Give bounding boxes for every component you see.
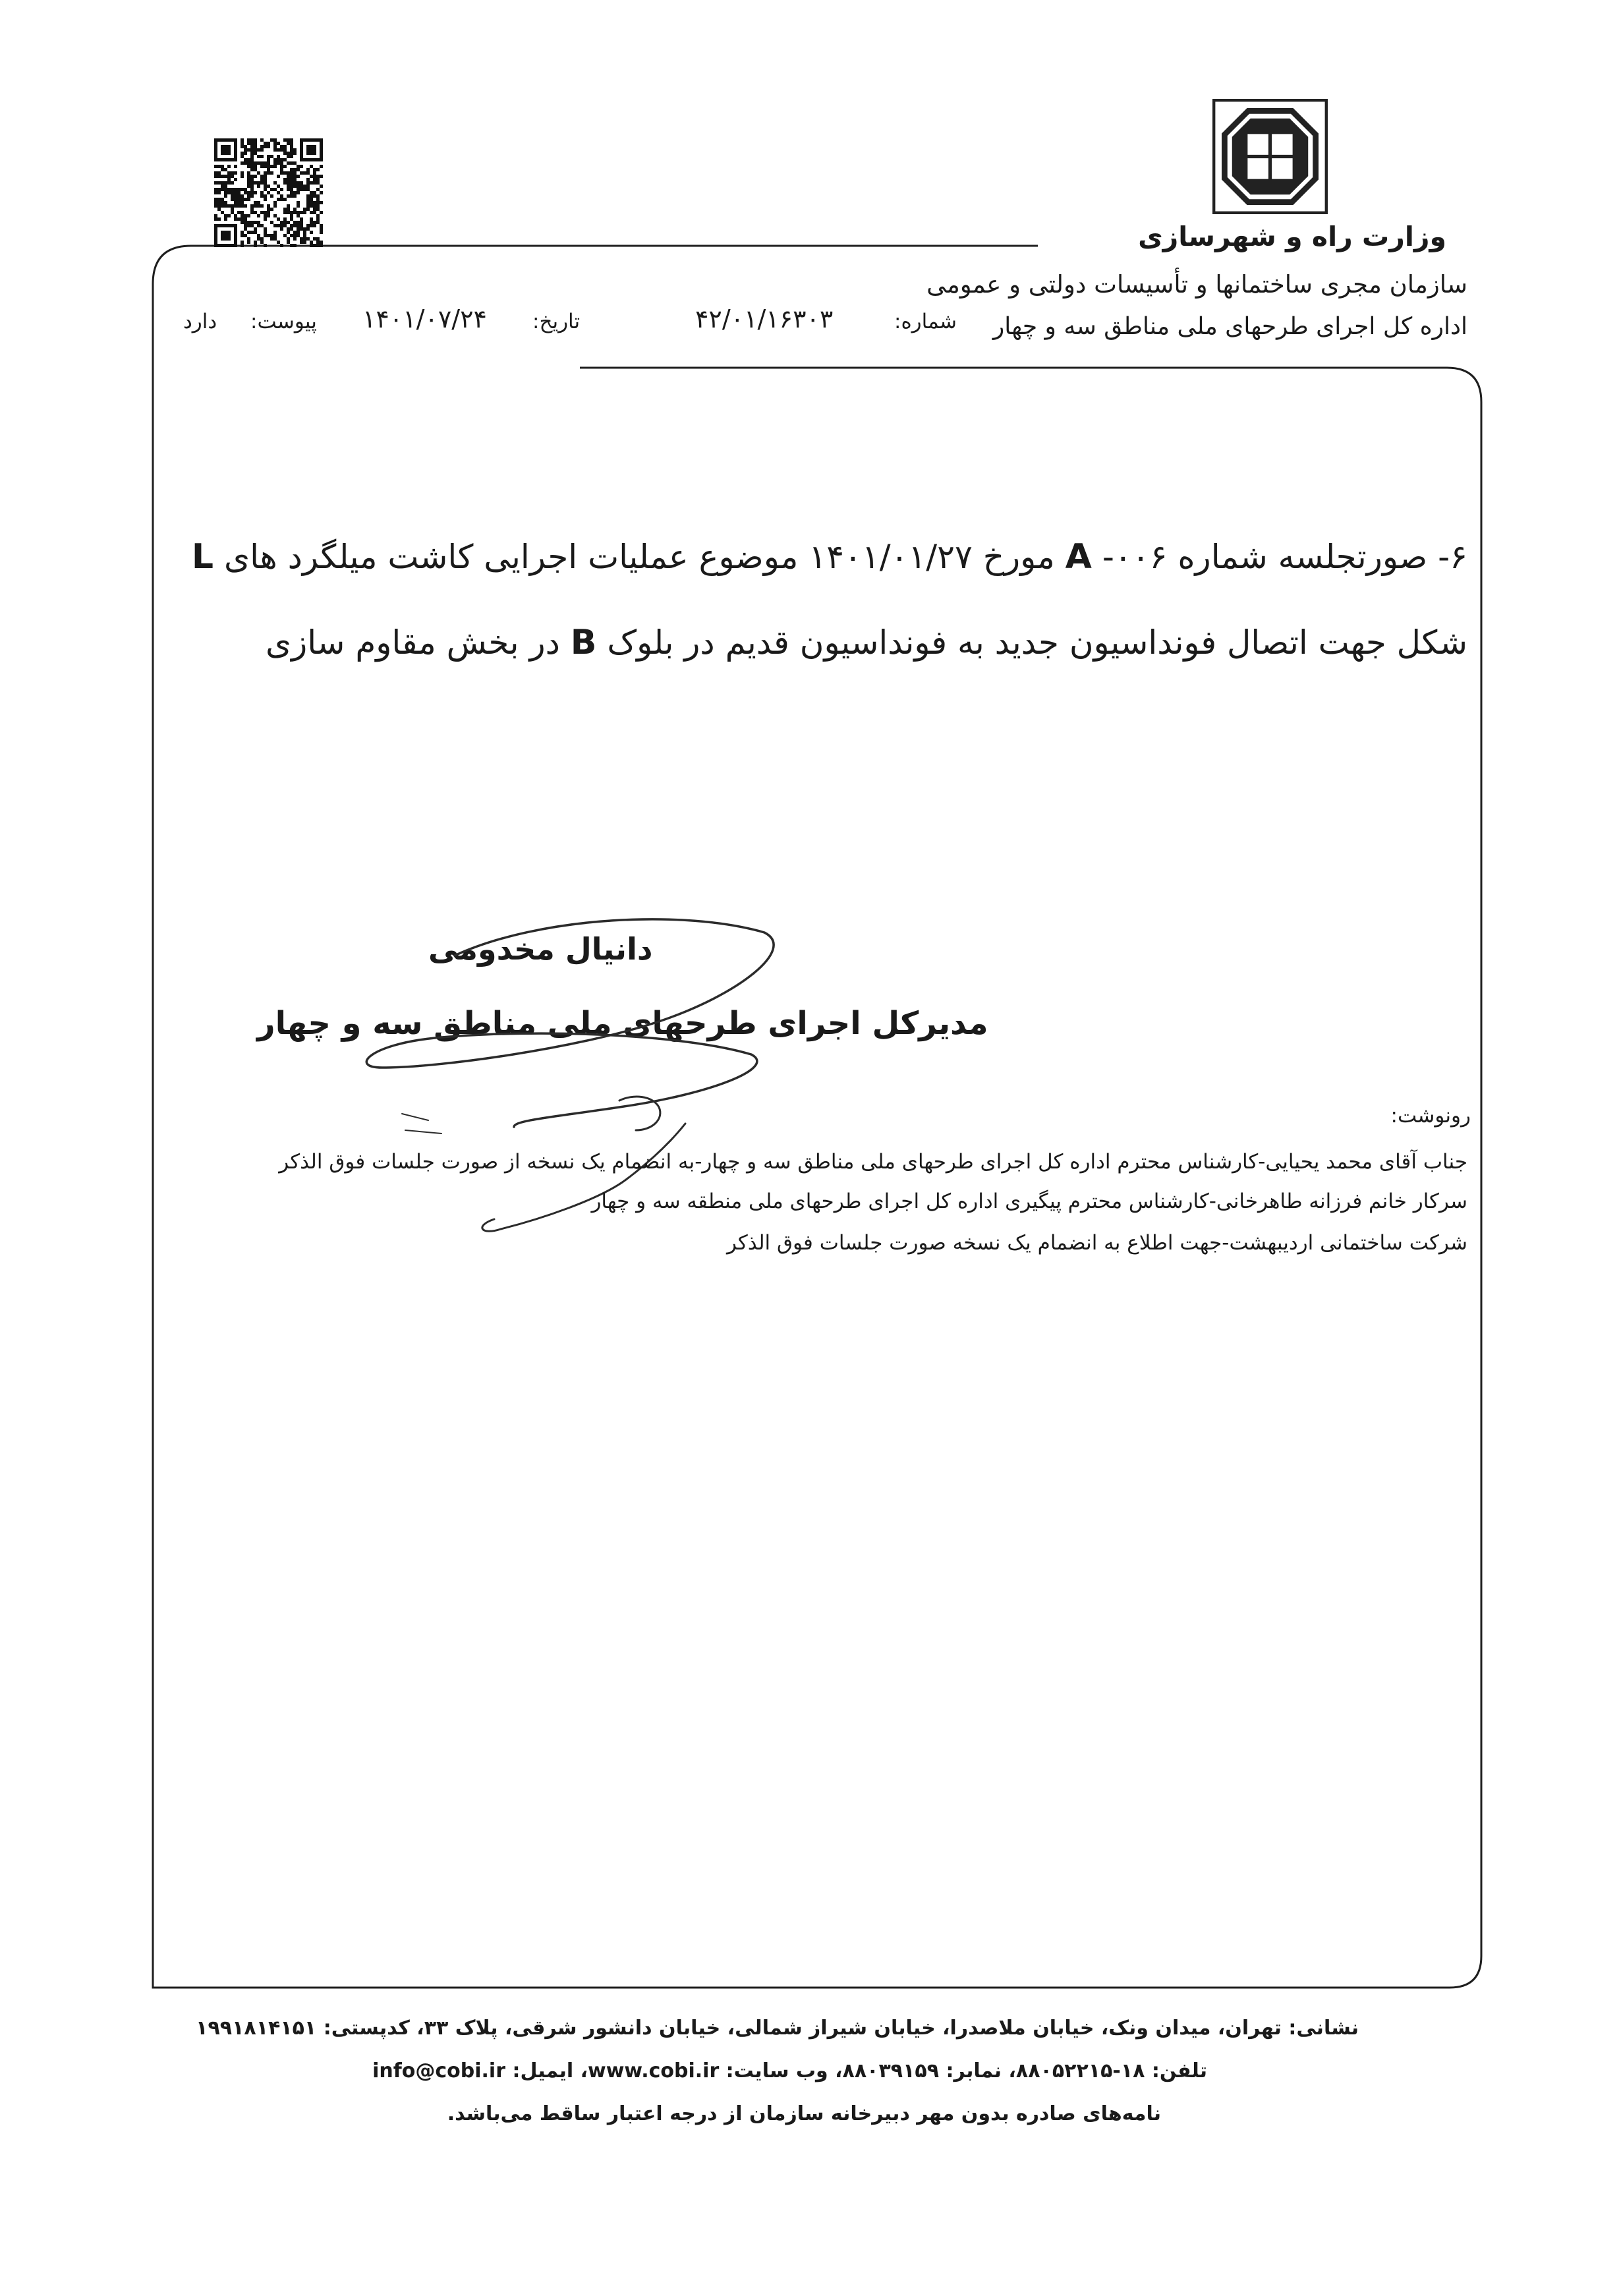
ministry-emblem-icon <box>1212 99 1328 214</box>
department-name: اداره کل اجرای طرحهای ملی مناطق سه و چهار <box>992 313 1467 340</box>
block-letter: B <box>570 623 597 662</box>
letter-number-value: ۴۲/۰۱/۱۶۳۰۳ <box>695 304 834 333</box>
signatory-title: مدیرکل اجرای طرحهای ملی مناطق سه و چهار <box>257 1005 988 1042</box>
letter-body <box>143 514 1467 685</box>
letter-date-label: تاریخ: <box>532 310 581 333</box>
qr-code-icon <box>214 138 323 247</box>
rebar-shape-letter: L <box>191 537 214 577</box>
body-text-part: مورخ ۱۴۰۱/۰۱/۲۷ موضوع عملیات اجرایی کاشت میلگرد های <box>223 538 1055 576</box>
body-text-part: ۶- صورتجلسه شماره ۰۰۶- <box>1102 538 1467 576</box>
letter-number-label: شماره: <box>894 310 957 333</box>
signatory-name: دانیال مخدومی <box>428 931 653 967</box>
footer-address: نشانی: تهران، میدان ونک، خیابان ملاصدرا، خیابان شیراز شمالی، خیابان دانشور شرقی، پلاک ۳۳، کدپستی: ۱۹۹۱۸۱۴۱۵۱ <box>196 2017 1359 2040</box>
body-text-part: در بخش مقاوم سازی <box>266 623 560 662</box>
attachment-value: دارد <box>183 310 217 333</box>
cc-title: رونوشت: <box>1390 1104 1471 1128</box>
attachment-label: پیوست: <box>250 310 317 333</box>
ministry-name: وزارت راه و شهرسازی <box>1138 221 1446 252</box>
footer-note: نامه‌های صادره بدون مهر دبیرخانه سازمان از درجه اعتبار ساقط می‌باشد. <box>447 2102 1161 2125</box>
footer-contact: تلفن: ۱۸-۸۸۰۵۲۲۱۵، نمابر: ۸۸۰۳۹۱۵۹، وب سایت: www.cobi.ir، ایمیل: info@cobi.ir <box>372 2059 1207 2082</box>
cc-item: شرکت ساختمانی اردیبهشت-جهت اطلاع به انضمام یک نسخه صورت جلسات فوق الذکر <box>726 1231 1467 1255</box>
body-text-part: شکل جهت اتصال فونداسیون جدید به فونداسیون قدیم در بلوک <box>607 623 1467 662</box>
letter-date-value: ۱۴۰۱/۰۷/۲۴ <box>362 304 487 333</box>
organization-name: سازمان مجری ساختمانها و تأسیسات دولتی و عمومی <box>926 270 1467 299</box>
cc-item: جناب آقای محمد یحیایی-کارشناس محترم اداره کل اجرای طرحهای ملی مناطق سه و چهار-به انضمام یک نسخه از صورت جلسات فوق الذکر <box>279 1150 1467 1174</box>
session-code: A <box>1065 537 1092 577</box>
cc-item: سرکار خانم فرزانه طاهرخانی-کارشناس محترم پیگیری اداره کل اجرای طرحهای ملی منطقه سه و چهار <box>591 1190 1467 1213</box>
